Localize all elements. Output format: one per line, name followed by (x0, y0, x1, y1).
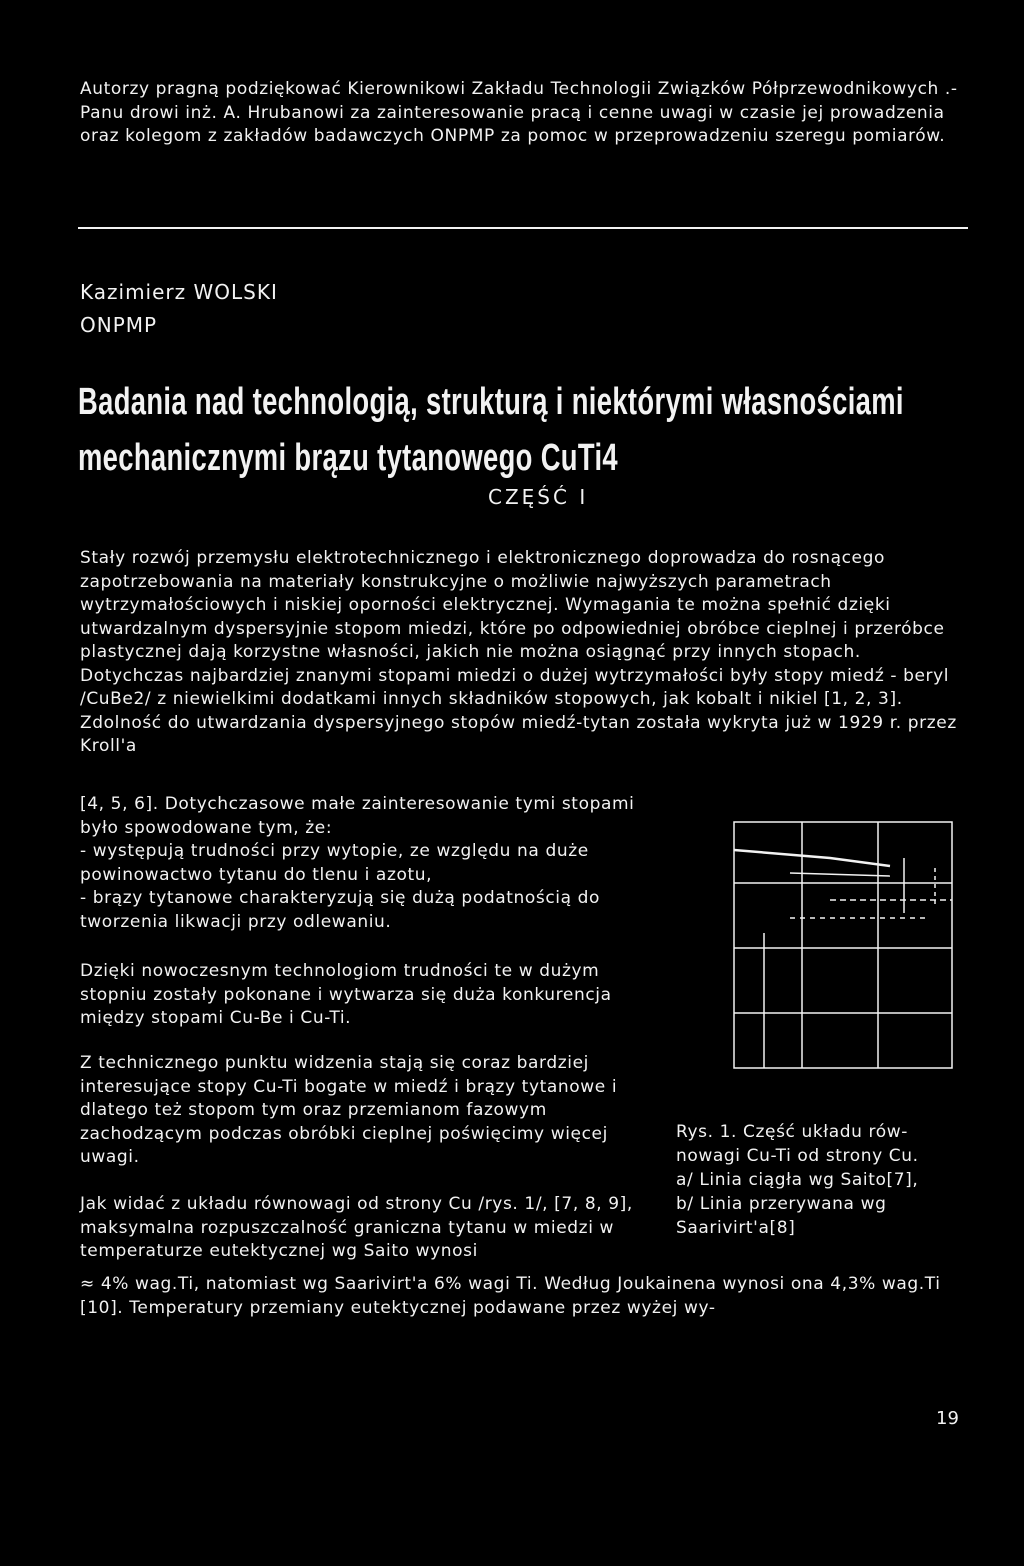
caption-line-4: b/ Linia przerywana wg (676, 1194, 887, 1214)
solubility-paragraph: Jak widać z układu równowagi od strony Cu /rys. 1/, [7, 8, 9], maksymalna rozpuszczalność graniczna tytanu w miedzi w temperaturze eutektycznej wg Saito wynosi (80, 1194, 633, 1261)
solubility-continuation: ≈ 4% wag.Ti, natomiast wg Saarivirt'a 6% wagi Ti. Według Joukainena wynosi ona 4,3% wag.Ti [10]. Temperatury przemiany eutektycznej podawane przez wyżej wy- (80, 1274, 941, 1318)
acknowledgement-paragraph: Autorzy pragną podziękować Kierownikowi Zakładu Technologii Związków Półprzewodnikowych .- Panu drowi inż. A. Hrubanowi za zainteresowanie pracą i cenne uwagi w czasie jej prowadzenia oraz kolegom z zakładów badawczych ONPMP za pomoc w przeprowadzeniu szeregu pomiarów. (80, 79, 958, 146)
reason-item-2: - brązy tytanowe charakteryzują się dużą podatnością do tworzenia likwacji przy odlewaniu. (80, 888, 601, 932)
page-number: 19 (936, 1408, 959, 1429)
reason-item-1: - występują trudności przy wytopie, ze względu na duże powinowactwo tytanu do tlenu i azotu, (80, 841, 589, 885)
section-divider (78, 227, 968, 229)
reasons-block (80, 793, 640, 934)
author-name: Kazimierz WOLSKI (80, 280, 278, 304)
figure-caption (676, 1120, 966, 1240)
article-title (78, 374, 904, 486)
author-block (80, 276, 278, 342)
title-line-2: mechanicznymi brązu tytanowego CuTi4 (78, 437, 619, 479)
technology-paragraph: Dzięki nowoczesnym technologiom trudności te w dużym stopniu zostały pokonane i wytwarza się duża konkurencja między stopami Cu-Be i Cu-Ti. (80, 961, 612, 1028)
cuti-paragraph: Z technicznego punktu widzenia stają się coraz bardziej interesujące stopy Cu-Ti bogate w miedź i brązy tytanowe i dlatego też stopom tym oraz przemianom fazowym zachodzącym podczas obróbki cieplnej poświęcimy więcej uwagi. (80, 1053, 618, 1167)
title-line-1: Badania nad technologią, strukturą i niektórymi własnościami (78, 381, 904, 423)
reasons-intro: [4, 5, 6]. Dotychczasowe małe zainteresowanie tymi stopami było spowodowane tym, że: (80, 794, 635, 838)
solvus-line-solid (790, 873, 890, 876)
phase-diagram-figure (730, 818, 955, 1073)
liquidus-line-solid (734, 850, 890, 866)
caption-line-2: nowagi Cu-Ti od strony Cu. (676, 1146, 919, 1166)
intro-paragraph: Stały rozwój przemysłu elektrotechnicznego i elektronicznego doprowadza do rosnącego zapotrzebowania na materiały konstrukcyjne o możliwie najwyższych parametrach wytrzymałościowych i niskiej oporności elektrycznej. Wymagania te można spełnić dzięki utwardzalnym dyspersyjnie stopom miedzi, które po odpowiedniej obróbce cieplnej i przeróbce plastycznej dają korzystne własności, jakich nie można osiągnąć przy innych stopach. Dotychczas najbardziej znanymi stopami miedzi o dużej wytrzymałości były stopy miedź - beryl /CuBe2/ z niewielkimi dodatkami innych składników stopowych, jak kobalt i nikiel [1, 2, 3]. Zdolność do utwardzania dyspersyjnego stopów miedź-tytan została wykryta już w 1929 r. przez Kroll'a (80, 548, 957, 756)
part-label: CZĘŚĆ I (488, 485, 589, 509)
caption-line-3: a/ Linia ciągła wg Saito[7], (676, 1170, 919, 1190)
caption-line-5: Saarivirt'a[8] (676, 1218, 796, 1238)
author-affiliation: ONPMP (80, 313, 158, 337)
caption-line-1: Rys. 1. Część układu rów- (676, 1122, 908, 1142)
